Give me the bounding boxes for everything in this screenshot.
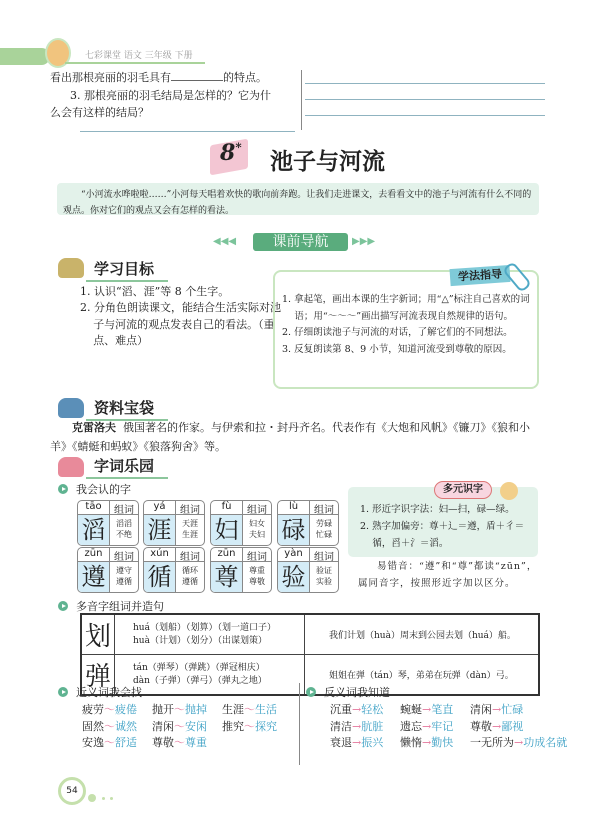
word-pair: 安逸～舒适 <box>82 736 137 749</box>
antonym-heading: 反义词我知道 <box>306 684 390 700</box>
word-pair: 推究～探究 <box>222 719 277 733</box>
zuci-label: 组词 <box>176 548 204 562</box>
char-card <box>277 547 339 593</box>
arrow-mark: → <box>352 719 362 733</box>
word-pair: 清洁→肮脏 <box>330 719 384 733</box>
character: 妇 <box>211 515 243 545</box>
divider <box>299 683 300 765</box>
answer-line[interactable] <box>80 131 295 132</box>
word-examples: 尊重 尊敬 <box>249 566 265 586</box>
char-card <box>277 500 339 546</box>
multi-tab: 多元识字 <box>434 481 492 499</box>
method-list <box>282 292 534 358</box>
synonym-heading: 近义词我会找 <box>58 684 142 700</box>
nav-banner: 课前导航 <box>253 233 348 251</box>
character: 碌 <box>278 515 310 545</box>
word-pair: 蜿蜒→笔直 <box>400 703 454 716</box>
method-item: 3. 反复朗读第 8、9 小节，知道河流受到尊敬的原因。 <box>282 343 512 355</box>
page-number: 54 <box>58 777 86 805</box>
char-card <box>143 547 205 593</box>
mascot-icon <box>500 482 518 500</box>
poly-char: 弹 <box>81 655 115 696</box>
play-bullet-icon <box>58 687 68 697</box>
prev-question-3: 3. 那根亮丽的羽毛结局是怎样的？它为什 <box>70 89 271 102</box>
nav-arrows-left: ◀◀◀ <box>213 236 237 247</box>
header-line <box>65 62 205 64</box>
character: 验 <box>278 562 310 592</box>
word-pair: 尊敬→鄙视 <box>470 719 524 733</box>
prev-question-3b: 么会有这样的结局？ <box>50 106 149 119</box>
answer-line[interactable] <box>305 99 545 100</box>
char-card <box>77 547 139 593</box>
multi-list <box>360 501 536 552</box>
apple-icon <box>58 457 84 477</box>
header-series: 七彩课堂 语文 三年级 下册 <box>85 51 193 61</box>
page-dots <box>102 797 105 800</box>
word-pair: 生涯～生活 <box>222 703 277 716</box>
prev-question-line: 看出那根亮丽的羽毛具有 的特点。 <box>50 71 267 84</box>
basket-icon <box>58 258 84 278</box>
goal-item: 1. 认识“滔、涯”等 8 个生字。 <box>80 285 230 298</box>
poly-heading: 多音字组词并造句 <box>58 598 164 614</box>
poly-readings: tán（弹琴）（弹跳）（弹冠相庆） dàn（子弹）（弹弓）（弹丸之地） <box>115 655 305 696</box>
table-row <box>81 614 539 655</box>
pinyin: yá <box>144 501 176 515</box>
zuci-label: 组词 <box>310 501 338 515</box>
pinyin: zūn <box>211 548 243 562</box>
play-bullet-icon <box>58 484 68 494</box>
page-dots <box>88 794 96 802</box>
goals-heading: 学习目标 <box>86 258 168 282</box>
arrow-mark: → <box>422 719 432 733</box>
arrow-mark: → <box>514 736 524 749</box>
word-examples: 验证 实验 <box>316 566 332 586</box>
word-pair: 清闲→忙碌 <box>470 703 524 716</box>
method-item: 2. 仔细朗读池子与河流的对话，了解它们的不同想法。 <box>282 327 513 338</box>
lesson-title: 池子与河流 <box>270 148 385 175</box>
word-examples: 循环 遵循 <box>182 566 198 586</box>
word-pair: 尊敬～尊重 <box>152 736 207 749</box>
pinyin: zūn <box>78 548 110 562</box>
tilde-mark: ～ <box>244 719 255 733</box>
poly-char: 划 <box>81 614 115 655</box>
nav-arrows-right: ▶▶▶ <box>352 236 376 247</box>
pinyin: tāo <box>78 501 110 515</box>
character: 循 <box>144 562 176 592</box>
play-bullet-icon <box>58 601 68 611</box>
word-pair: 固然～诚然 <box>82 719 137 733</box>
char-card <box>210 547 272 593</box>
multi-item: 1. 形近字识字法：妇—扫，碌—绿。 <box>360 504 515 515</box>
tilde-mark: ～ <box>174 719 185 733</box>
answer-line[interactable] <box>305 115 545 116</box>
arrow-mark: → <box>422 703 432 716</box>
multi-item: 2. 熟字加偏旁：尊＋辶＝遵，盾＋彳＝循，舀＋氵＝滔。 <box>360 521 525 549</box>
error-note: 易错音：“遵”和“尊”都读“zūn”，属同音字，按照形近字加以区分。 <box>358 561 538 589</box>
character: 遵 <box>78 562 110 592</box>
poly-sentence: 我们计划（huà）周末到公园去划（huá）船。 <box>305 614 540 655</box>
word-pair: 清闲～安闲 <box>152 719 207 733</box>
character: 涯 <box>144 515 176 545</box>
zuci-label: 组词 <box>243 501 271 515</box>
word-examples: 遵守 遵循 <box>116 566 132 586</box>
tilde-mark: ～ <box>174 703 185 716</box>
word-pair: 沉重→轻松 <box>330 703 384 716</box>
pinyin: lù <box>278 501 310 515</box>
goal-item: 2. 分角色朗读课文，能结合生活实际对池子与河流的观点发表自己的看法。（重点、难点） <box>80 301 281 347</box>
method-tab: 学法指导 <box>449 265 510 286</box>
page-dots <box>110 797 113 800</box>
tilde-mark: ～ <box>174 736 185 749</box>
resource-text: 克雷洛夫 俄国著名的作家。与伊索和拉・封丹齐名。代表作有《大炮和风帆》《镰刀》《狼和小羊》《蜻蜓和蚂蚁》《狼落狗舍》等。 <box>50 421 530 453</box>
zuci-label: 组词 <box>110 548 138 562</box>
word-pair: 遗忘→牢记 <box>400 719 454 733</box>
character: 尊 <box>211 562 243 592</box>
pinyin: xún <box>144 548 176 562</box>
zuci-label: 组词 <box>310 548 338 562</box>
zuci-label: 组词 <box>243 548 271 562</box>
word-examples: 劳碌 忙碌 <box>316 519 332 539</box>
char-card <box>143 500 205 546</box>
zuci-label: 组词 <box>176 501 204 515</box>
tilde-mark: ～ <box>244 703 255 716</box>
word-pair: 衰退→振兴 <box>330 736 384 749</box>
arrow-mark: → <box>352 736 362 749</box>
header-band <box>0 48 50 65</box>
word-pair: 懒惰→勤快 <box>400 736 454 749</box>
word-examples: 妇女 夫妇 <box>249 519 265 539</box>
lesson-number: 8* <box>220 140 242 166</box>
method-item: 1. 拿起笔，画出本课的生字新词；用“△”标注自己喜欢的词语；用“～～～”画出描写河流表现自然规律的语句。 <box>282 294 530 322</box>
treasure-bag-icon <box>58 398 84 418</box>
word-examples: 天涯 生涯 <box>182 519 198 539</box>
zuci-label: 组词 <box>110 501 138 515</box>
arrow-mark: → <box>422 736 432 749</box>
words-heading: 字词乐园 <box>86 455 168 479</box>
poly-sentence: 姐姐在弹（tán）琴，弟弟在玩弹（dàn）弓。 <box>305 655 540 696</box>
arrow-mark: → <box>492 719 502 733</box>
tilde-mark: ～ <box>104 736 115 749</box>
tilde-mark: ～ <box>104 703 115 716</box>
arrow-mark: → <box>492 703 502 716</box>
resource-heading: 资料宝袋 <box>86 397 168 421</box>
character: 滔 <box>78 515 110 545</box>
poly-readings: huá（划船）（划算）（划一道口子） huà（计划）（划分）（出谋划策） <box>115 614 305 655</box>
word-pair: 一无所为→功成名就 <box>470 736 568 749</box>
tilde-mark: ～ <box>104 719 115 733</box>
char-card <box>210 500 272 546</box>
char-card <box>77 500 139 546</box>
recognize-heading: 我会认的字 <box>58 481 131 497</box>
answer-line[interactable] <box>305 83 545 84</box>
play-bullet-icon <box>306 687 316 697</box>
word-pair: 疲劳～疲倦 <box>82 703 137 716</box>
word-examples: 滔滔 不绝 <box>116 519 132 539</box>
intro-box: “小河流水哗啦啦……”小河每天唱着欢快的歌向前奔跑。让我们走进课文，去看看文中的池子与河流有什么不同的观点。你对它们的观点又会有怎样的看法。 <box>57 183 539 215</box>
pinyin: yàn <box>278 548 310 562</box>
word-pair: 抛开～抛掉 <box>152 703 207 716</box>
arrow-mark: → <box>352 703 362 716</box>
divider <box>301 70 302 130</box>
pinyin: fù <box>211 501 243 515</box>
